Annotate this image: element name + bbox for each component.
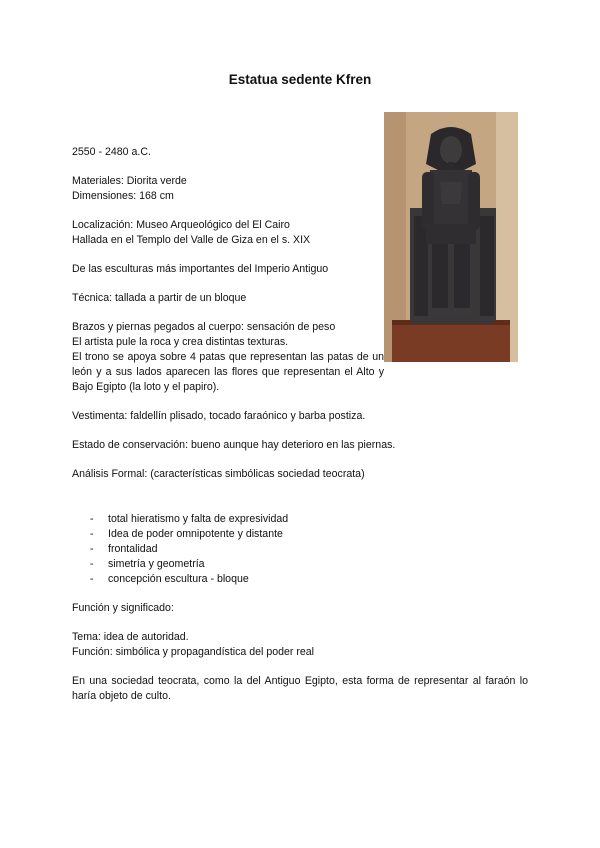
list-item: - total hieratismo y falta de expresividad xyxy=(90,513,289,525)
theme-line: Tema: idea de autoridad. xyxy=(72,631,189,643)
date-text: 2550 - 2480 a.C. xyxy=(72,146,151,158)
function-heading: Función y significado: xyxy=(72,602,174,614)
location-block xyxy=(72,218,384,248)
technique-text: Técnica: tallada a partir de un bloque xyxy=(72,292,247,304)
list-dash: - xyxy=(90,558,94,570)
function-line: Función: simbólica y propagandística del poder real xyxy=(72,646,315,658)
materials-line: Materiales: Diorita verde xyxy=(72,175,187,187)
found-line: Hallada en el Templo del Valle de Giza en el s. XIX xyxy=(72,234,311,246)
conservation-text: Estado de conservación: bueno aunque hay deterioro en las piernas. xyxy=(72,439,396,451)
list-item: - Idea de poder omnipotente y distante xyxy=(90,528,283,540)
list-item: - frontalidad xyxy=(90,543,158,555)
importance-text: De las esculturas más importantes del Imperio Antiguo xyxy=(72,263,329,275)
description-line-3: El trono se apoya sobre 4 patas que representan las patas de un león y a sus lados aparecen las flores que representan el Alto y Bajo Egipto (la loto y el papiro). xyxy=(72,351,384,393)
list-dash: - xyxy=(90,573,94,585)
conclusion-text: En una sociedad teocrata, como la del Antiguo Egipto, esta forma de representar al faraón lo haría objeto de culto. xyxy=(72,675,528,702)
features-list xyxy=(90,512,528,587)
description-line-1: Brazos y piernas pegados al cuerpo: sensación de peso xyxy=(72,321,336,333)
page-title: Estatua sedente Kfren xyxy=(228,72,372,87)
list-dash: - xyxy=(90,513,94,525)
list-item: - simetría y geometría xyxy=(90,558,205,570)
document-body xyxy=(72,145,528,718)
location-line: Localización: Museo Arqueológico del El Cairo xyxy=(72,219,290,231)
list-item: - concepción escultura - bloque xyxy=(90,573,249,585)
list-dash: - xyxy=(90,528,94,540)
materials-block xyxy=(72,174,384,204)
clothing-text: Vestimenta: faldellín plisado, tocado faraónico y barba postiza. xyxy=(72,410,366,422)
dimensions-line: Dimensiones: 168 cm xyxy=(72,190,174,202)
theme-function-block xyxy=(72,630,528,660)
list-dash: - xyxy=(90,543,94,555)
description-line-2: El artista pule la roca y crea distintas texturas. xyxy=(72,336,289,348)
description-block xyxy=(72,320,384,395)
formal-analysis-heading: Análisis Formal: (características simbólicas sociedad teocrata) xyxy=(72,468,365,480)
